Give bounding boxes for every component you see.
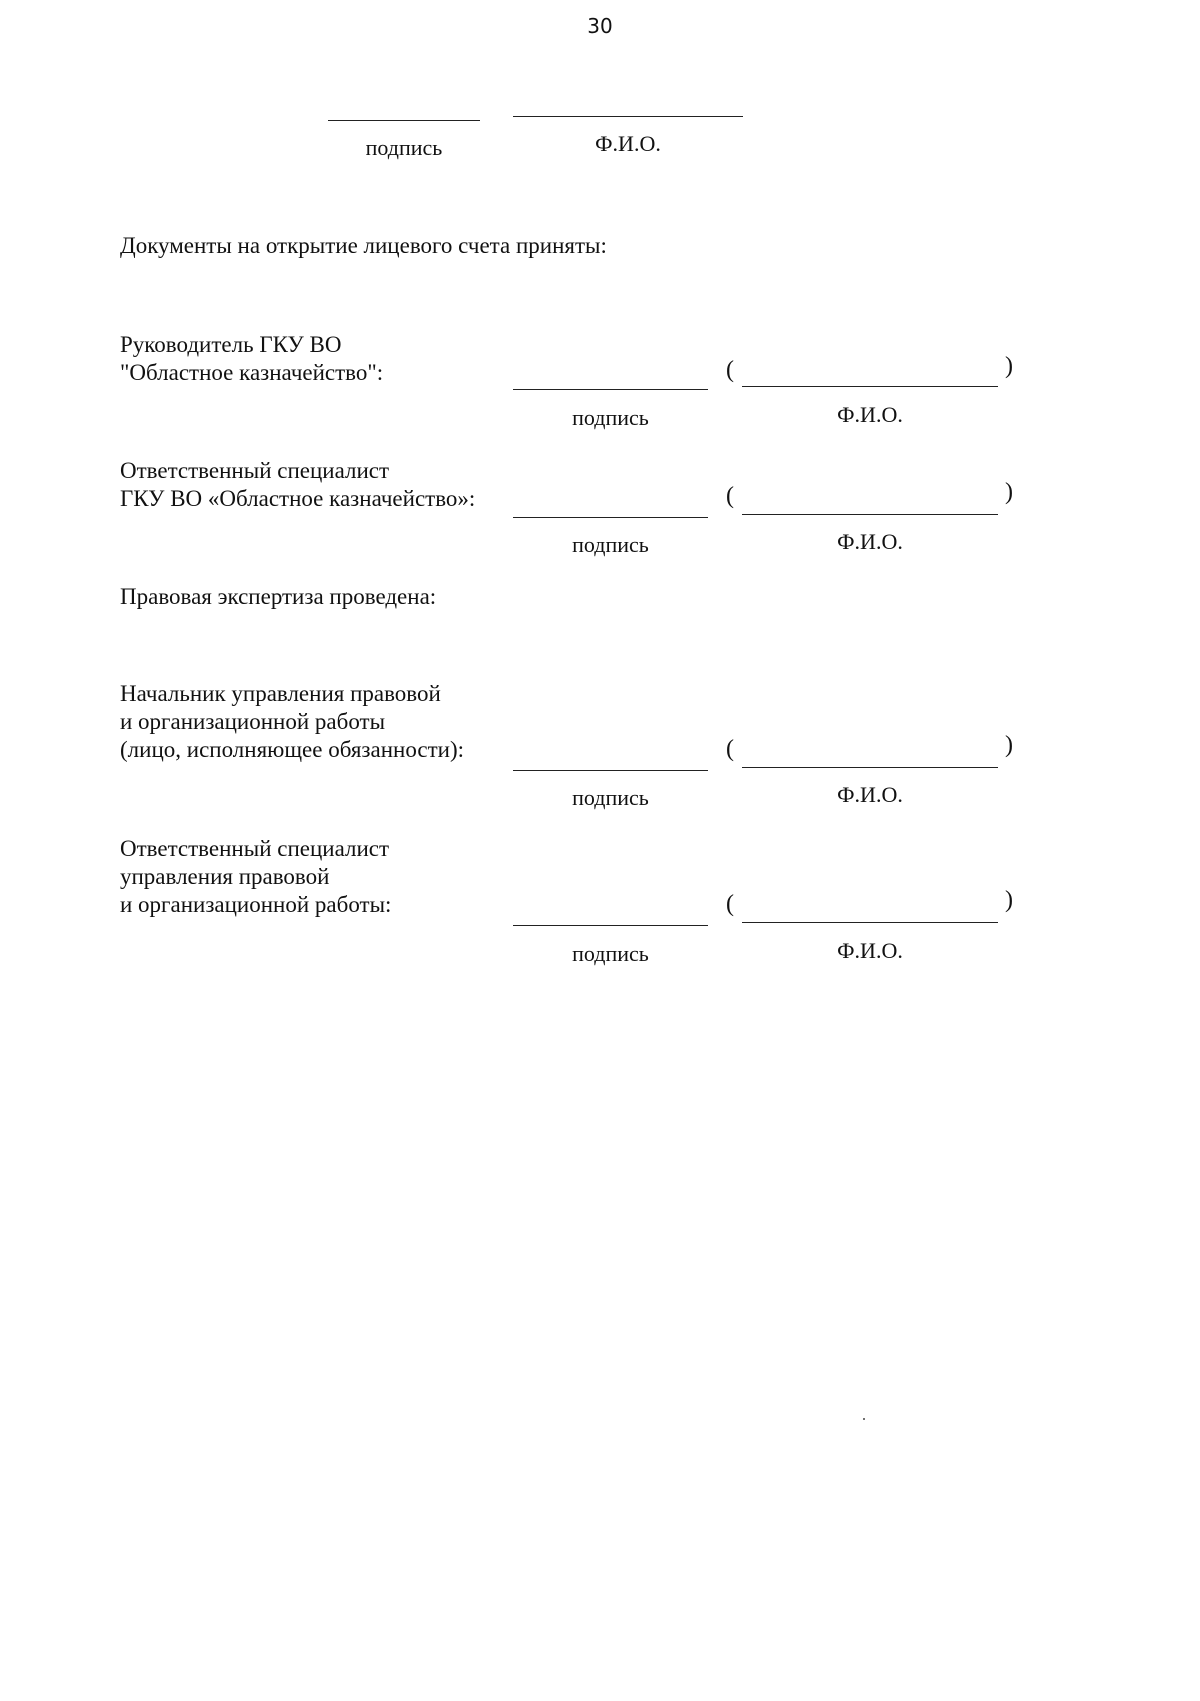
close-paren: )	[1005, 353, 1013, 379]
signature-caption: подпись	[572, 405, 649, 430]
signatory-title-line: и организационной работы	[120, 709, 386, 734]
signature-line	[513, 925, 708, 926]
signatory-title-line: Ответственный специалист	[120, 836, 390, 861]
page-number: 30	[587, 14, 613, 38]
name-line	[742, 514, 998, 515]
signature-caption: подпись	[572, 785, 649, 810]
scan-speck	[863, 1418, 865, 1420]
signatory-title-line: Ответственный специалист	[120, 458, 390, 483]
name-caption: Ф.И.О.	[837, 938, 903, 963]
signatory-title-line: (лицо, исполняющее обязанности):	[120, 737, 465, 762]
documents-accepted-heading: Документы на открытие лицевого счета приняты:	[120, 233, 607, 258]
signature-line	[513, 517, 708, 518]
open-paren: (	[726, 357, 734, 383]
name-line	[742, 386, 998, 387]
top-name-line	[513, 116, 743, 117]
top-signature-line	[328, 120, 480, 121]
name-line	[742, 922, 998, 923]
open-paren: (	[726, 736, 734, 762]
signatory-title-line: Руководитель ГКУ ВО	[120, 332, 342, 357]
open-paren: (	[726, 483, 734, 509]
top-name-caption: Ф.И.О.	[595, 131, 661, 156]
close-paren: )	[1005, 887, 1013, 913]
name-caption: Ф.И.О.	[837, 782, 903, 807]
name-caption: Ф.И.О.	[837, 529, 903, 554]
signature-line	[513, 389, 708, 390]
signature-caption: подпись	[572, 532, 649, 557]
top-signature-caption: подпись	[365, 135, 443, 160]
signature-caption: подпись	[572, 941, 649, 966]
signatory-title-line: "Областное казначейство":	[120, 360, 384, 385]
expertise-done-heading: Правовая экспертиза проведена:	[120, 584, 437, 609]
close-paren: )	[1005, 732, 1013, 758]
signatory-title-line: управления правовой	[120, 864, 330, 889]
signatory-title-line: и организационной работы:	[120, 892, 392, 917]
close-paren: )	[1005, 479, 1013, 505]
open-paren: (	[726, 891, 734, 917]
signature-line	[513, 770, 708, 771]
name-line	[742, 767, 998, 768]
signatory-title-line: Начальник управления правовой	[120, 681, 441, 706]
signatory-title-line: ГКУ ВО «Областное казначейство»:	[120, 486, 476, 511]
name-caption: Ф.И.О.	[837, 402, 903, 427]
